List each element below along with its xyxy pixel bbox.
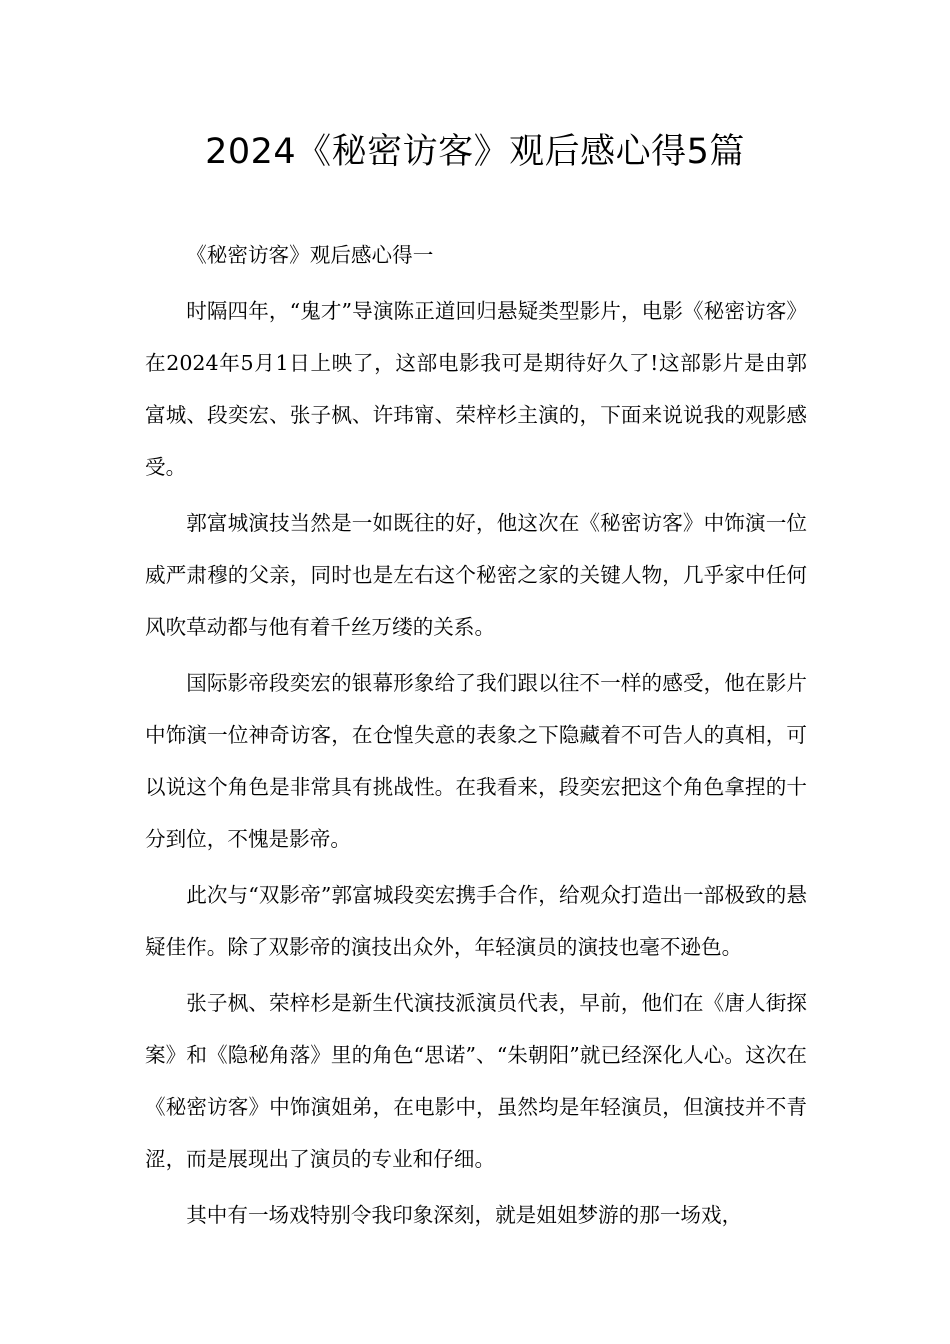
paragraph-1: 时隔四年，“鬼才”导演陈正道回归悬疑类型影片，电影《秘密访客》在2024年5月1日上映了，这部电影我可是期待好久了!这部影片是由郭富城、段奕宏、张子枫、许玮甯、荣梓杉主演的，下面来说说我的观影感受。 (145, 299, 807, 479)
paragraph-3: 国际影帝段奕宏的银幕形象给了我们跟以往不一样的感受，他在影片中饰演一位神奇访客，在仓惶失意的表象之下隐藏着不可告人的真相，可以说这个角色是非常具有挑战性。在我看来，段奕宏把这个角色拿捏的十分到位，不愧是影帝。 (145, 671, 807, 851)
paragraph-6: 其中有一场戏特别令我印象深刻，就是姐姐梦游的那一场戏， (186, 1203, 743, 1227)
document-body (145, 229, 807, 1241)
paragraph-4: 此次与“双影帝”郭富城段奕宏携手合作，给观众打造出一部极致的悬疑佳作。除了双影帝的演技出众外，年轻演员的演技也毫不逊色。 (145, 883, 807, 959)
section-heading: 《秘密访客》观后感心得一 (186, 243, 434, 267)
paragraph-2: 郭富城演技当然是一如既往的好，他这次在《秘密访客》中饰演一位威严肃穆的父亲，同时也是左右这个秘密之家的关键人物，几乎家中任何风吹草动都与他有着千丝万缕的关系。 (145, 511, 807, 639)
paragraph-5: 张子枫、荣梓杉是新生代演技派演员代表，早前，他们在《唐人街探案》和《隐秘角落》里的角色“思诺”、“朱朝阳”就已经深化人心。这次在《秘密访客》中饰演姐弟，在电影中，虽然均是年轻演员，但演技并不青涩，而是展现出了演员的专业和仔细。 (145, 991, 807, 1171)
document-title: 2024《秘密访客》观后感心得5篇 (205, 132, 745, 172)
